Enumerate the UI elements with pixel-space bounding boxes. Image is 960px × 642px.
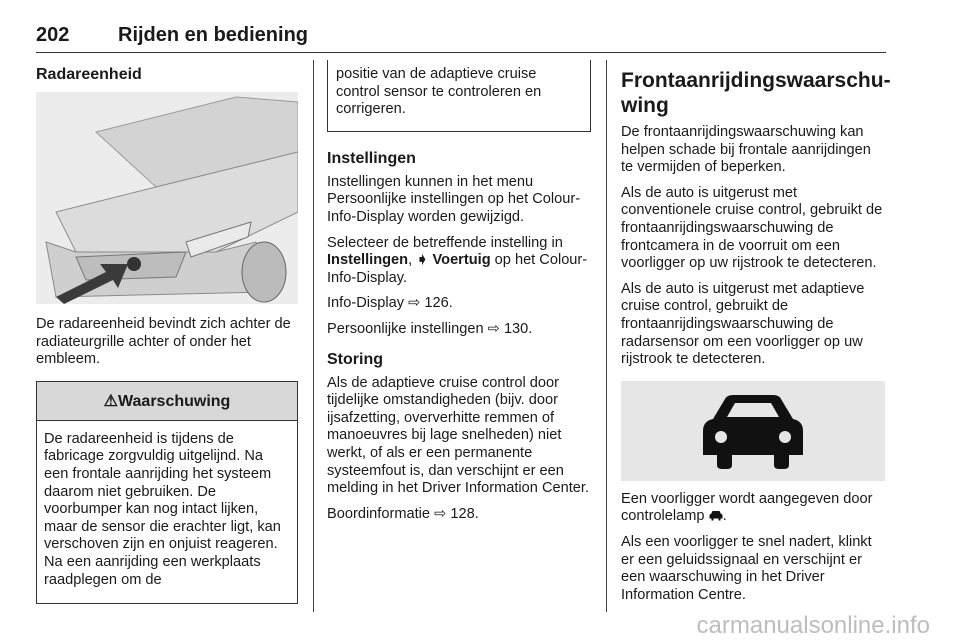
section-heading-storing: Storing: [327, 350, 383, 368]
page-ref-arrow-icon: ⇨: [487, 320, 500, 337]
page-ref-arrow-icon: ⇨: [434, 505, 447, 522]
warning-box: [36, 381, 298, 604]
vehicle-ahead-icon-panel: [621, 381, 885, 481]
column-2: [327, 60, 591, 531]
warning-title: Waarschuwing: [118, 392, 231, 410]
warning-continued-text: positie van de adaptieve cruise control sensor te controleren en corrigeren.: [336, 66, 542, 118]
column-1: [36, 60, 298, 604]
car-front-radar-photo: [36, 92, 298, 304]
reference-info-display: Info-Display ⇨ 126.: [327, 295, 453, 312]
fcw-intro-text: De frontaanrijdingswaarschuwing kan helpen schade bij frontale aanrijdingen te vermijden of beperken.: [621, 124, 871, 176]
vehicle-ahead-inline-icon: [709, 510, 723, 521]
menu-voertuig: Voertuig: [432, 252, 491, 269]
instellingen-text: Instellingen kunnen in het menu Persoonlijke instellingen op het Colour-Info-Display worden gewijzigd.: [327, 173, 581, 225]
section-heading-instellingen: Instellingen: [327, 149, 416, 167]
warning-header: [37, 382, 297, 421]
column-divider: [313, 60, 314, 612]
page-ref-arrow-icon: ⇨: [408, 295, 421, 312]
vehicle-ahead-icon: [621, 381, 885, 481]
reference-boordinformatie: Boordinformatie ⇨ 128.: [327, 505, 479, 522]
column-3: [621, 60, 891, 612]
arrow-icon: ➧: [416, 252, 429, 269]
vehicle-ahead-indicator-text: Een voorligger wordt aangegeven door controlelamp .: [621, 490, 873, 525]
chapter-title: Rijden en bediening: [118, 24, 309, 46]
section-heading-radar: Radareenheid: [36, 66, 142, 83]
fcw-adaptive-text: Als de auto is uitgerust met adaptieve cruise control, gebruikt de frontaanrijdingswaarschuwing de radarsensor om een voorligger op uw rijstrook te detecteren.: [621, 280, 865, 368]
column-divider: [606, 60, 607, 612]
car-illustration: [36, 92, 298, 304]
warning-body: [37, 421, 297, 603]
fcw-conventional-text: Als de auto is uitgerust met conventionele cruise control, gebruikt de frontaanrijdingswaarschuwing de frontcamera in de voorruit om een voorligger op uw rijstrook te detecteren.: [621, 184, 883, 272]
select-setting-text: Selecteer de betreffende instelling in Instellingen, ➧ Voertuig op het Colour-Info-Display.: [327, 234, 588, 286]
menu-instellingen: Instellingen: [327, 252, 409, 269]
section-heading-frontaanrijding: Frontaanrijdingswaarschuwing: [621, 69, 891, 117]
page-number: 202: [36, 24, 70, 46]
watermark: carmanualsonline.info: [696, 612, 930, 639]
reference-persoonlijke: Persoonlijke instellingen ⇨ 130.: [327, 320, 533, 337]
approaching-warning-text: Als een voorligger te snel nadert, klinkt er een geluidssignaal en verschijnt er een waarschuwing in het Driver Information Centre.: [621, 533, 872, 603]
radar-location-text: De radareenheid bevindt zich achter de radiateurgrille achter of onder het embleem.: [36, 316, 291, 368]
warning-text: De radareenheid is tijdens de fabricage zorgvuldig uitgelijnd. Na een frontale aanrijding het systeem daarom niet gebruiken. De voorbumper kan nog intact lijken, maar de sensor die erachter ligt, kan verschoven zijn en onjuist reageren. Na een aanrijding een werkplaats raadplegen om de: [44, 430, 281, 588]
warning-box-continued: [327, 60, 591, 132]
page-header: [36, 22, 886, 53]
storing-text: Als de adaptieve cruise control door tijdelijke omstandigheden (bijv. door ijsafzetting, oververhitte remmen of manoeuvres bij lage snelheden) niet werkt, of als er een permanente systeemfout is, dan verschijnt er een melding in het Driver Information Center.: [327, 374, 589, 497]
warning-triangle-icon: ⚠: [103, 392, 119, 410]
